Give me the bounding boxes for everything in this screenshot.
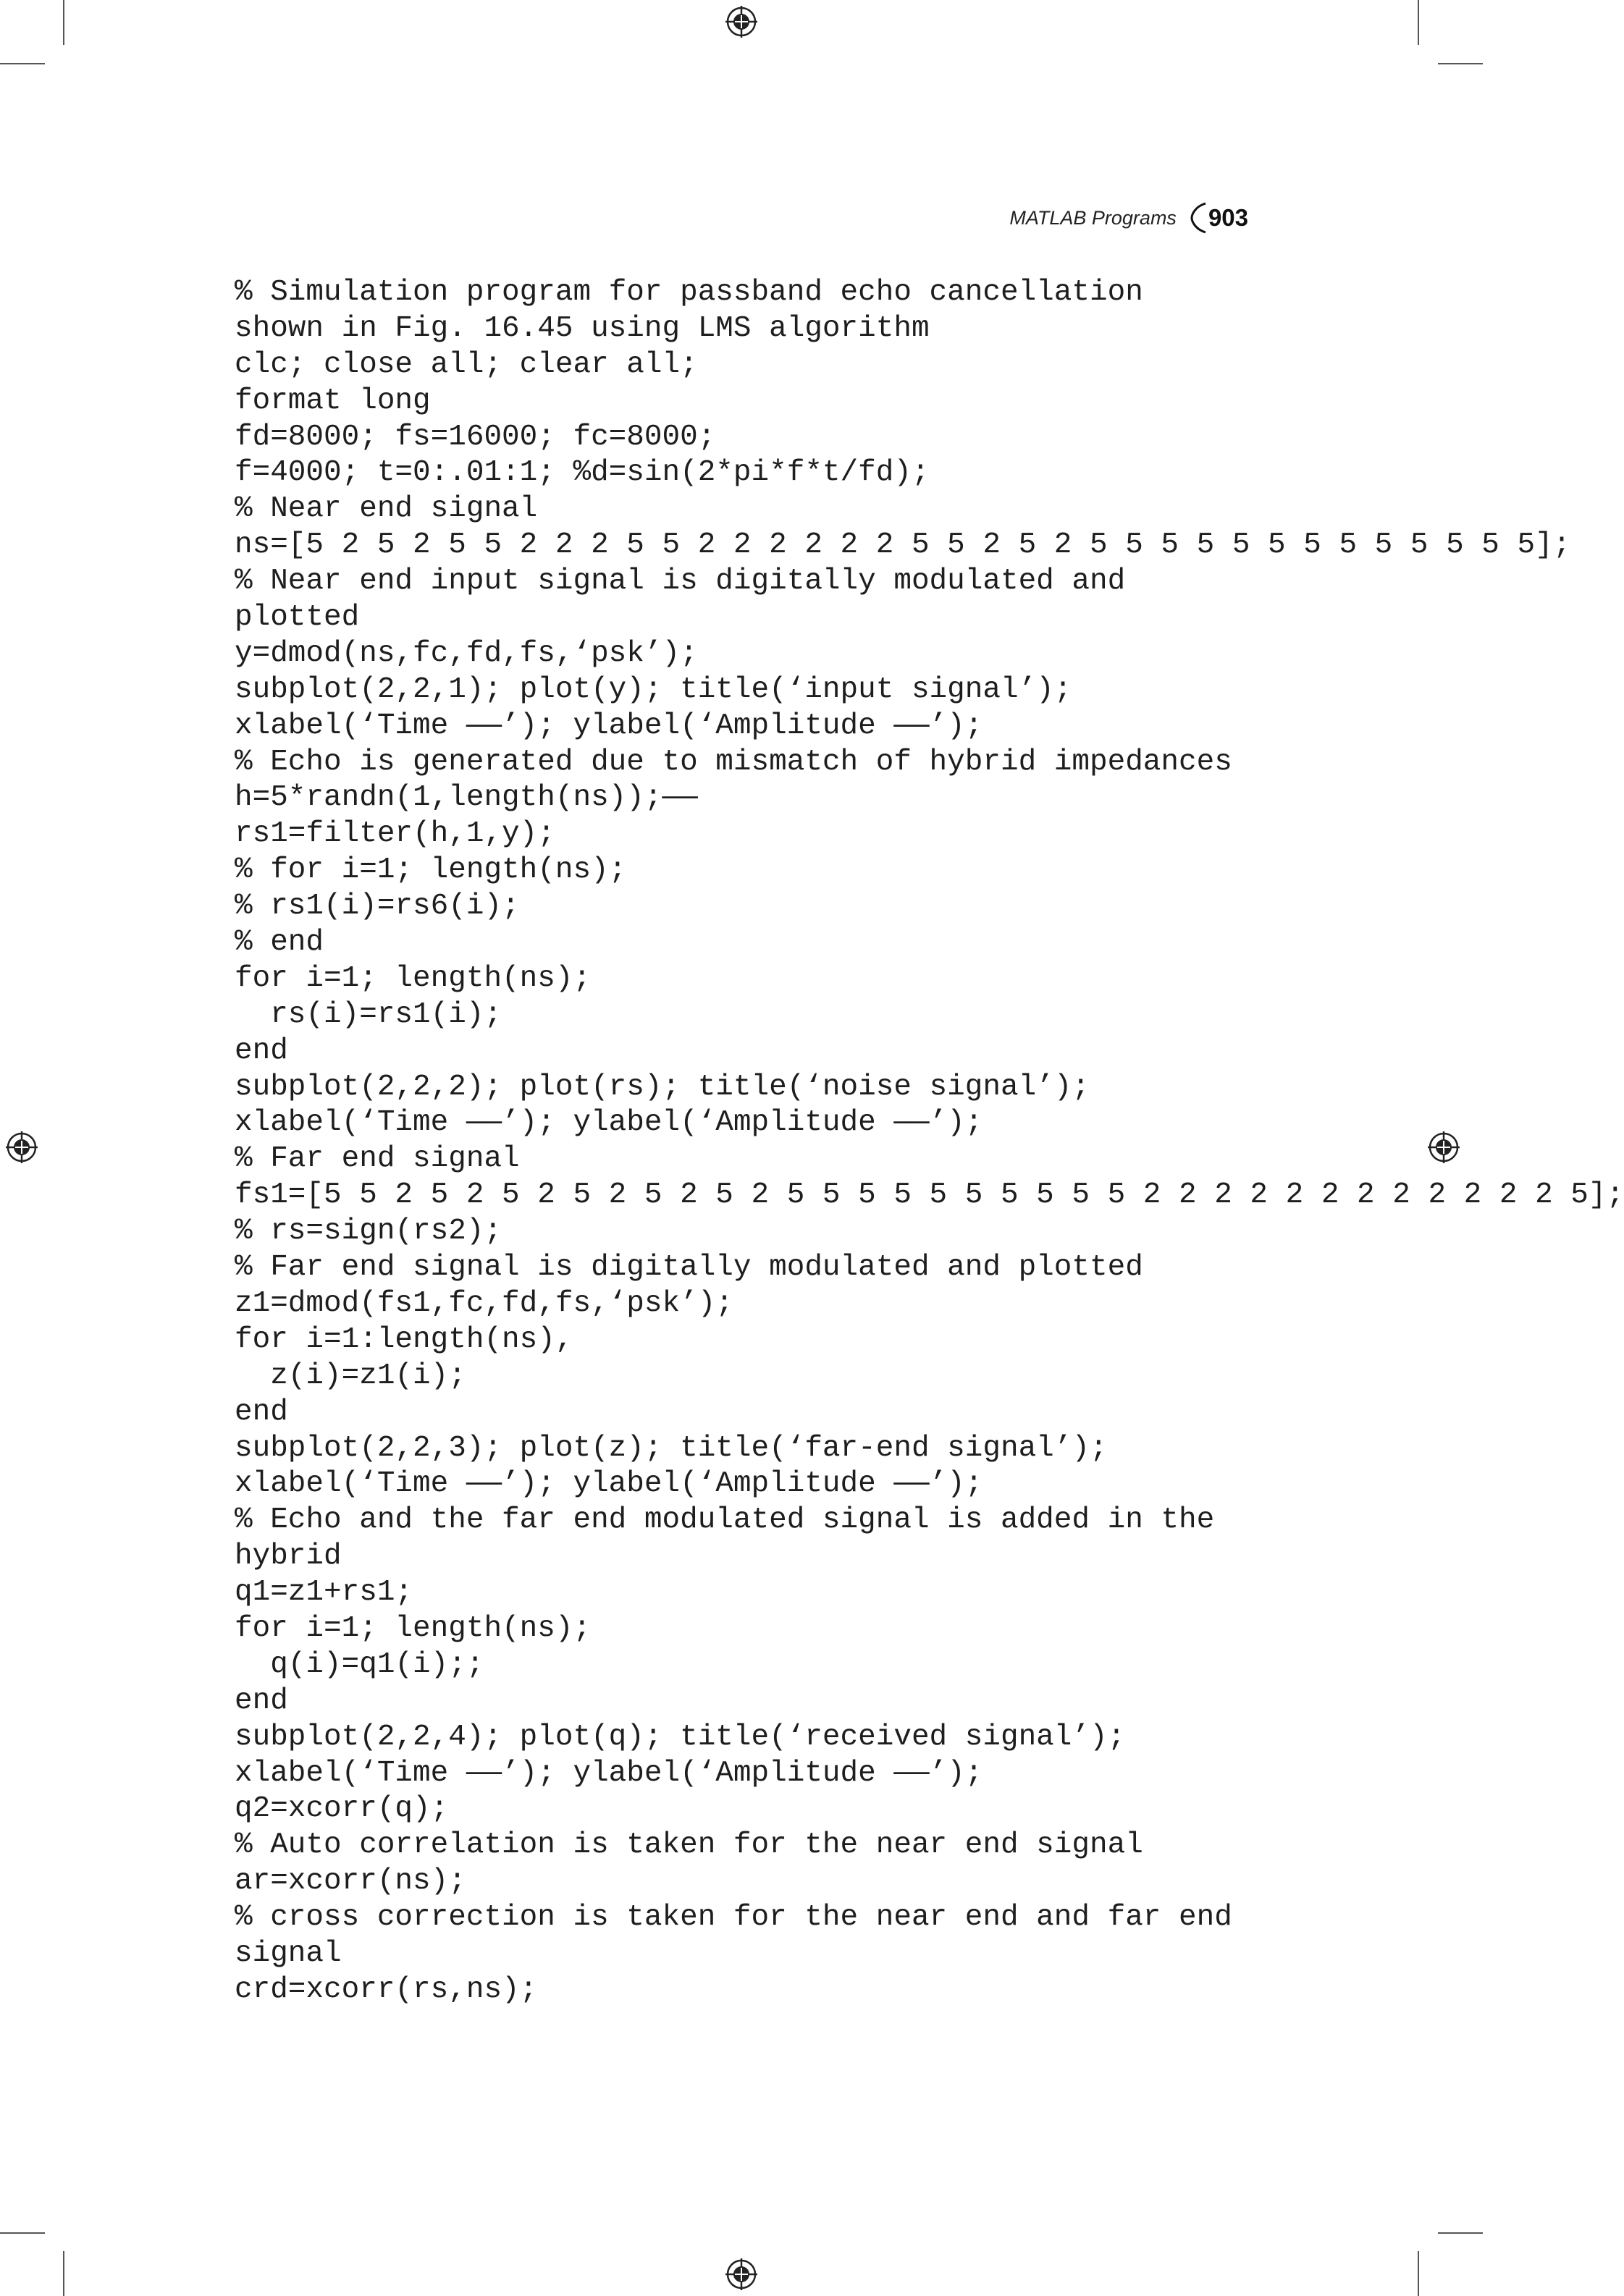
code-line: rs(i)=rs1(i); xyxy=(235,997,502,1031)
crop-mark-top-left-horizontal xyxy=(0,63,45,64)
code-line: % Near end signal xyxy=(235,492,538,526)
code-line: end xyxy=(235,1395,288,1429)
crop-mark-top-right-vertical xyxy=(1418,0,1419,45)
page-number-arc-icon xyxy=(1190,201,1207,235)
code-line: subplot(2,2,2); plot(rs); title(‘noise signal’); xyxy=(235,1070,1090,1104)
code-line: hybrid xyxy=(235,1540,342,1574)
code-line: % for i=1; length(ns); xyxy=(235,853,627,887)
running-title: MATLAB Programs xyxy=(1009,206,1177,229)
code-line: ns=[5 2 5 2 5 5 2 2 2 5 5 2 2 2 2 2 2 5 5 2 5 2 5 5 5 5 5 5 5 5 5 5 5 5 5]; xyxy=(235,528,1571,562)
code-line: subplot(2,2,1); plot(y); title(‘input signal’); xyxy=(235,672,1072,706)
code-line: rs1=filter(h,1,y); xyxy=(235,817,555,851)
code-line: xlabel(‘Time ——’); ylabel(‘Amplitude ——’); xyxy=(235,1467,983,1501)
code-line: subplot(2,2,3); plot(z); title(‘far-end signal’); xyxy=(235,1431,1108,1465)
code-line: q(i)=q1(i);; xyxy=(235,1647,484,1681)
code-line: plotted xyxy=(235,601,360,635)
code-line: % Echo and the far end modulated signal is added in the xyxy=(235,1503,1215,1537)
code-line: fs1=[5 5 2 5 2 5 2 5 2 5 2 5 2 5 5 5 5 5 5 5 5 5 5 2 2 2 2 2 2 2 2 2 2 2 2 5]; xyxy=(235,1178,1624,1212)
code-line: for i=1:length(ns), xyxy=(235,1322,573,1356)
code-line: format long xyxy=(235,384,431,418)
code-line: % end xyxy=(235,926,324,960)
code-line: f=4000; t=0:.01:1; %d=sin(2*pi*f*t/fd); xyxy=(235,456,930,490)
registration-mark-bottom-icon xyxy=(725,2258,757,2290)
code-line: crd=xcorr(rs,ns); xyxy=(235,1972,538,2006)
code-line: % rs1(i)=rs6(i); xyxy=(235,890,520,924)
registration-mark-left-icon xyxy=(6,1131,38,1163)
running-header xyxy=(1009,201,1248,235)
registration-mark-right-icon xyxy=(1428,1131,1460,1163)
code-line: clc; close all; clear all; xyxy=(235,347,698,381)
crop-mark-bottom-right-vertical xyxy=(1418,2251,1419,2296)
code-line: xlabel(‘Time ——’); ylabel(‘Amplitude ——’); xyxy=(235,1106,983,1140)
matlab-code-listing xyxy=(235,275,1624,2009)
code-line: z1=dmod(fs1,fc,fd,fs,‘psk’); xyxy=(235,1286,733,1320)
crop-mark-top-left-vertical xyxy=(63,0,64,45)
code-line: for i=1; length(ns); xyxy=(235,961,592,995)
code-line: % Far end signal xyxy=(235,1142,520,1176)
code-line: z(i)=z1(i); xyxy=(235,1359,466,1393)
code-line: % Far end signal is digitally modulated and plotted xyxy=(235,1251,1143,1285)
crop-mark-bottom-left-horizontal xyxy=(0,2232,45,2234)
code-line: % Near end input signal is digitally modulated and xyxy=(235,565,1126,599)
code-line: subplot(2,2,4); plot(q); title(‘received signal’); xyxy=(235,1720,1126,1754)
code-line: % cross correction is taken for the near end and far end xyxy=(235,1901,1232,1935)
code-line: end xyxy=(235,1034,288,1068)
code-line: for i=1; length(ns); xyxy=(235,1611,592,1645)
code-line: % rs=sign(rs2); xyxy=(235,1215,502,1249)
code-line: signal xyxy=(235,1936,342,1970)
code-line: y=dmod(ns,fc,fd,fs,‘psk’); xyxy=(235,636,698,670)
code-line: xlabel(‘Time ——’); ylabel(‘Amplitude ——’); xyxy=(235,1756,983,1790)
crop-mark-bottom-right-horizontal xyxy=(1438,2232,1483,2234)
code-line: xlabel(‘Time ——’); ylabel(‘Amplitude ——’); xyxy=(235,709,983,743)
crop-mark-bottom-left-vertical xyxy=(63,2251,64,2296)
code-line: ar=xcorr(ns); xyxy=(235,1865,466,1899)
registration-mark-top-icon xyxy=(725,6,757,38)
crop-mark-top-right-horizontal xyxy=(1438,63,1483,64)
code-line: % Auto correlation is taken for the near end signal xyxy=(235,1828,1143,1862)
code-line: shown in Fig. 16.45 using LMS algorithm xyxy=(235,311,930,345)
code-line: end xyxy=(235,1684,288,1718)
page-number: 903 xyxy=(1208,204,1248,231)
code-line: % Simulation program for passband echo cancellation xyxy=(235,276,1143,309)
code-line: q1=z1+rs1; xyxy=(235,1576,413,1610)
code-line: q2=xcorr(q); xyxy=(235,1792,449,1826)
page-number-block xyxy=(1190,201,1248,235)
code-line: h=5*randn(1,length(ns));—— xyxy=(235,781,698,815)
code-line: % Echo is generated due to mismatch of hybrid impedances xyxy=(235,745,1232,779)
code-line: fd=8000; fs=16000; fc=8000; xyxy=(235,420,716,454)
